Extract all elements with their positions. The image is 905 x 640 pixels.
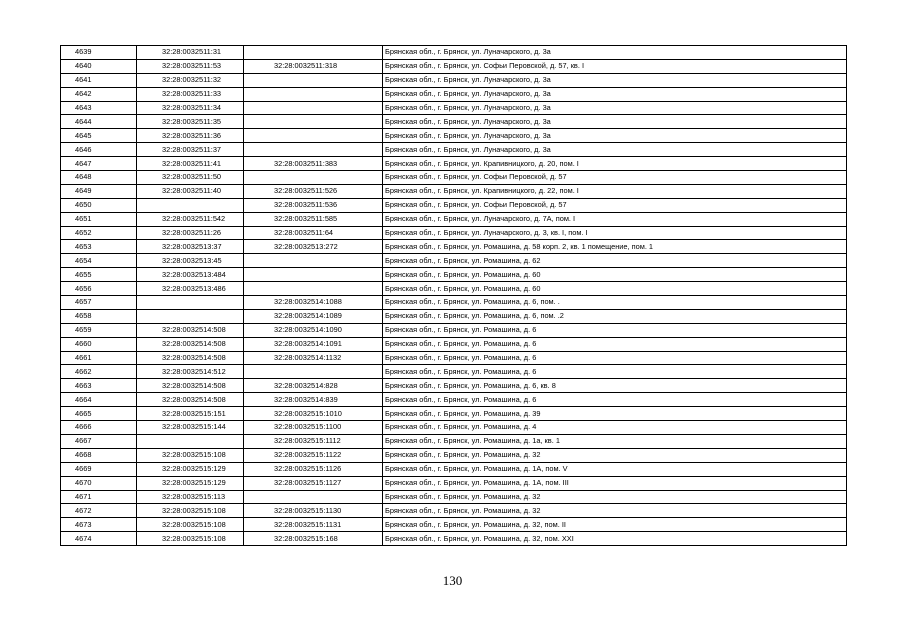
- premises-cadastral-number-cell: [244, 101, 383, 115]
- row-number-cell: 4641: [61, 73, 137, 87]
- address-cell: Брянская обл., г. Брянск, ул. Луначарского, д. 3а: [383, 73, 847, 87]
- row-number-cell: 4661: [61, 351, 137, 365]
- cadastral-number-cell: 32:28:0032511:31: [137, 46, 244, 60]
- table-row: [61, 518, 847, 532]
- cadastral-number-cell: 32:28:0032514:508: [137, 351, 244, 365]
- row-number-cell: 4674: [61, 532, 137, 546]
- table-row: [61, 143, 847, 157]
- cadastral-number-cell: 32:28:0032511:35: [137, 115, 244, 129]
- premises-cadastral-number-cell: [244, 46, 383, 60]
- address-cell: Брянская обл., г. Брянск, ул. Луначарского, д. 3а: [383, 46, 847, 60]
- table-row: [61, 434, 847, 448]
- address-cell: Брянская обл., г. Брянск, ул. Ромашина, д. 32, пом. XXI: [383, 532, 847, 546]
- table-row: [61, 476, 847, 490]
- table-row: [61, 268, 847, 282]
- row-number-cell: 4643: [61, 101, 137, 115]
- premises-cadastral-number-cell: 32:28:0032515:1010: [244, 407, 383, 421]
- row-number-cell: 4658: [61, 309, 137, 323]
- cadastral-number-cell: 32:28:0032513:486: [137, 282, 244, 296]
- table-row: [61, 282, 847, 296]
- premises-cadastral-number-cell: [244, 87, 383, 101]
- cadastral-number-cell: 32:28:0032511:50: [137, 171, 244, 185]
- row-number-cell: 4663: [61, 379, 137, 393]
- premises-cadastral-number-cell: [244, 115, 383, 129]
- address-cell: Брянская обл., г. Брянск, ул. Ромашина, д. 32: [383, 448, 847, 462]
- cadastral-number-cell: 32:28:0032511:33: [137, 87, 244, 101]
- address-cell: Брянская обл., г. Брянск, ул. Ромашина, д. 62: [383, 254, 847, 268]
- table-row: [61, 490, 847, 504]
- premises-cadastral-number-cell: 32:28:0032513:272: [244, 240, 383, 254]
- table-row: [61, 157, 847, 171]
- table-row: [61, 365, 847, 379]
- row-number-cell: 4652: [61, 226, 137, 240]
- table-row: [61, 212, 847, 226]
- address-cell: Брянская обл., г. Брянск, ул. Ромашина, д. 6, кв. 8: [383, 379, 847, 393]
- table-row: [61, 337, 847, 351]
- row-number-cell: 4649: [61, 184, 137, 198]
- row-number-cell: 4644: [61, 115, 137, 129]
- row-number-cell: 4672: [61, 504, 137, 518]
- table-row: [61, 115, 847, 129]
- premises-cadastral-number-cell: 32:28:0032514:1088: [244, 296, 383, 310]
- table-row: [61, 393, 847, 407]
- address-cell: Брянская обл., г. Брянск, ул. Ромашина, д. 6, пом. .: [383, 296, 847, 310]
- row-number-cell: 4640: [61, 59, 137, 73]
- row-number-cell: 4654: [61, 254, 137, 268]
- cadastral-number-cell: 32:28:0032511:40: [137, 184, 244, 198]
- row-number-cell: 4639: [61, 46, 137, 60]
- table-row: [61, 504, 847, 518]
- address-cell: Брянская обл., г. Брянск, ул. Ромашина, д. 1А, пом. V: [383, 462, 847, 476]
- premises-cadastral-number-cell: 32:28:0032511:64: [244, 226, 383, 240]
- address-cell: Брянская обл., г. Брянск, ул. Ромашина, д. 6: [383, 351, 847, 365]
- table-row: [61, 421, 847, 435]
- cadastral-number-cell: 32:28:0032515:113: [137, 490, 244, 504]
- premises-cadastral-number-cell: 32:28:0032515:1131: [244, 518, 383, 532]
- address-cell: Брянская обл., г. Брянск, ул. Луначарского, д. 3а: [383, 87, 847, 101]
- row-number-cell: 4653: [61, 240, 137, 254]
- address-cell: Брянская обл., г. Брянск, ул. Ромашина, д. 1А, пом. III: [383, 476, 847, 490]
- cadastral-table: [60, 45, 847, 546]
- row-number-cell: 4650: [61, 198, 137, 212]
- row-number-cell: 4647: [61, 157, 137, 171]
- address-cell: Брянская обл., г. Брянск, ул. Ромашина, д. 1а, кв. 1: [383, 434, 847, 448]
- row-number-cell: 4669: [61, 462, 137, 476]
- row-number-cell: 4655: [61, 268, 137, 282]
- row-number-cell: 4651: [61, 212, 137, 226]
- premises-cadastral-number-cell: 32:28:0032514:1091: [244, 337, 383, 351]
- address-cell: Брянская обл., г. Брянск, ул. Крапивницкого, д. 20, пом. I: [383, 157, 847, 171]
- table-row: [61, 46, 847, 60]
- premises-cadastral-number-cell: 32:28:0032514:839: [244, 393, 383, 407]
- address-cell: Брянская обл., г. Брянск, ул. Софьи Перовской, д. 57: [383, 198, 847, 212]
- table-row: [61, 309, 847, 323]
- address-cell: Брянская обл., г. Брянск, ул. Ромашина, д. 6: [383, 393, 847, 407]
- cadastral-number-cell: [137, 198, 244, 212]
- address-cell: Брянская обл., г. Брянск, ул. Ромашина, д. 32: [383, 490, 847, 504]
- premises-cadastral-number-cell: [244, 268, 383, 282]
- row-number-cell: 4659: [61, 323, 137, 337]
- row-number-cell: 4666: [61, 421, 137, 435]
- cadastral-number-cell: 32:28:0032514:512: [137, 365, 244, 379]
- cadastral-number-cell: 32:28:0032515:129: [137, 462, 244, 476]
- cadastral-number-cell: 32:28:0032511:26: [137, 226, 244, 240]
- cadastral-number-cell: 32:28:0032513:45: [137, 254, 244, 268]
- premises-cadastral-number-cell: 32:28:0032511:526: [244, 184, 383, 198]
- cadastral-number-cell: 32:28:0032515:108: [137, 504, 244, 518]
- premises-cadastral-number-cell: [244, 143, 383, 157]
- address-cell: Брянская обл., г. Брянск, ул. Ромашина, д. 6: [383, 323, 847, 337]
- premises-cadastral-number-cell: [244, 73, 383, 87]
- row-number-cell: 4656: [61, 282, 137, 296]
- premises-cadastral-number-cell: 32:28:0032511:383: [244, 157, 383, 171]
- premises-cadastral-number-cell: 32:28:0032515:1122: [244, 448, 383, 462]
- address-cell: Брянская обл., г. Брянск, ул. Ромашина, д. 39: [383, 407, 847, 421]
- row-number-cell: 4673: [61, 518, 137, 532]
- address-cell: Брянская обл., г. Брянск, ул. Софьи Перовской, д. 57, кв. I: [383, 59, 847, 73]
- table-row: [61, 171, 847, 185]
- premises-cadastral-number-cell: 32:28:0032514:1090: [244, 323, 383, 337]
- row-number-cell: 4648: [61, 171, 137, 185]
- row-number-cell: 4665: [61, 407, 137, 421]
- table-row: [61, 323, 847, 337]
- table-row: [61, 462, 847, 476]
- table-row: [61, 296, 847, 310]
- cadastral-number-cell: 32:28:0032515:144: [137, 421, 244, 435]
- row-number-cell: 4662: [61, 365, 137, 379]
- address-cell: Брянская обл., г. Брянск, ул. Луначарского, д. 3а: [383, 129, 847, 143]
- address-cell: Брянская обл., г. Брянск, ул. Ромашина, д. 60: [383, 282, 847, 296]
- cadastral-number-cell: 32:28:0032513:484: [137, 268, 244, 282]
- table-row: [61, 532, 847, 546]
- table-row: [61, 129, 847, 143]
- premises-cadastral-number-cell: 32:28:0032515:1130: [244, 504, 383, 518]
- table-row: [61, 240, 847, 254]
- cadastral-number-cell: 32:28:0032515:108: [137, 532, 244, 546]
- cadastral-number-cell: 32:28:0032514:508: [137, 393, 244, 407]
- cadastral-number-cell: [137, 296, 244, 310]
- premises-cadastral-number-cell: 32:28:0032515:1100: [244, 421, 383, 435]
- premises-cadastral-number-cell: 32:28:0032515:1127: [244, 476, 383, 490]
- address-cell: Брянская обл., г. Брянск, ул. Крапивницкого, д. 22, пом. I: [383, 184, 847, 198]
- premises-cadastral-number-cell: 32:28:0032515:168: [244, 532, 383, 546]
- premises-cadastral-number-cell: 32:28:0032511:585: [244, 212, 383, 226]
- premises-cadastral-number-cell: 32:28:0032511:536: [244, 198, 383, 212]
- cadastral-number-cell: [137, 434, 244, 448]
- cadastral-number-cell: [137, 309, 244, 323]
- cadastral-number-cell: 32:28:0032515:108: [137, 518, 244, 532]
- table-body: [61, 46, 847, 546]
- cadastral-number-cell: 32:28:0032511:41: [137, 157, 244, 171]
- premises-cadastral-number-cell: [244, 490, 383, 504]
- premises-cadastral-number-cell: [244, 254, 383, 268]
- premises-cadastral-number-cell: 32:28:0032514:828: [244, 379, 383, 393]
- row-number-cell: 4667: [61, 434, 137, 448]
- table-row: [61, 379, 847, 393]
- cadastral-number-cell: 32:28:0032511:542: [137, 212, 244, 226]
- address-cell: Брянская обл., г. Брянск, ул. Ромашина, д. 4: [383, 421, 847, 435]
- address-cell: Брянская обл., г. Брянск, ул. Ромашина, д. 32: [383, 504, 847, 518]
- cadastral-number-cell: 32:28:0032513:37: [137, 240, 244, 254]
- row-number-cell: 4657: [61, 296, 137, 310]
- premises-cadastral-number-cell: 32:28:0032515:1126: [244, 462, 383, 476]
- table-row: [61, 254, 847, 268]
- cadastral-number-cell: 32:28:0032511:53: [137, 59, 244, 73]
- address-cell: Брянская обл., г. Брянск, ул. Луначарского, д. 7А, пом. I: [383, 212, 847, 226]
- address-cell: Брянская обл., г. Брянск, ул. Луначарского, д. 3а: [383, 143, 847, 157]
- cadastral-number-cell: 32:28:0032515:151: [137, 407, 244, 421]
- cadastral-number-cell: 32:28:0032514:508: [137, 323, 244, 337]
- table-row: [61, 87, 847, 101]
- address-cell: Брянская обл., г. Брянск, ул. Ромашина, д. 6: [383, 365, 847, 379]
- table-row: [61, 59, 847, 73]
- premises-cadastral-number-cell: 32:28:0032511:318: [244, 59, 383, 73]
- premises-cadastral-number-cell: [244, 282, 383, 296]
- premises-cadastral-number-cell: [244, 129, 383, 143]
- address-cell: Брянская обл., г. Брянск, ул. Луначарского, д. 3, кв. I, пом. I: [383, 226, 847, 240]
- row-number-cell: 4664: [61, 393, 137, 407]
- cadastral-number-cell: 32:28:0032515:129: [137, 476, 244, 490]
- address-cell: Брянская обл., г. Брянск, ул. Софьи Перовской, д. 57: [383, 171, 847, 185]
- table-row: [61, 198, 847, 212]
- address-cell: Брянская обл., г. Брянск, ул. Ромашина, д. 60: [383, 268, 847, 282]
- cadastral-number-cell: 32:28:0032511:37: [137, 143, 244, 157]
- address-cell: Брянская обл., г. Брянск, ул. Ромашина, д. 6: [383, 337, 847, 351]
- table-row: [61, 226, 847, 240]
- cadastral-number-cell: 32:28:0032511:32: [137, 73, 244, 87]
- table-row: [61, 351, 847, 365]
- row-number-cell: 4670: [61, 476, 137, 490]
- address-cell: Брянская обл., г. Брянск, ул. Ромашина, д. 32, пом. II: [383, 518, 847, 532]
- address-cell: Брянская обл., г. Брянск, ул. Ромашина, д. 6, пом. .2: [383, 309, 847, 323]
- row-number-cell: 4668: [61, 448, 137, 462]
- row-number-cell: 4646: [61, 143, 137, 157]
- cadastral-number-cell: 32:28:0032514:508: [137, 379, 244, 393]
- cadastral-number-cell: 32:28:0032515:108: [137, 448, 244, 462]
- row-number-cell: 4645: [61, 129, 137, 143]
- table-row: [61, 184, 847, 198]
- premises-cadastral-number-cell: 32:28:0032514:1089: [244, 309, 383, 323]
- table-row: [61, 407, 847, 421]
- row-number-cell: 4671: [61, 490, 137, 504]
- table-row: [61, 448, 847, 462]
- premises-cadastral-number-cell: 32:28:0032514:1132: [244, 351, 383, 365]
- premises-cadastral-number-cell: 32:28:0032515:1112: [244, 434, 383, 448]
- address-cell: Брянская обл., г. Брянск, ул. Луначарского, д. 3а: [383, 115, 847, 129]
- address-cell: Брянская обл., г. Брянск, ул. Луначарского, д. 3а: [383, 101, 847, 115]
- address-cell: Брянская обл., г. Брянск, ул. Ромашина, д. 58 корп. 2, кв. 1 помещение, пом. 1: [383, 240, 847, 254]
- premises-cadastral-number-cell: [244, 171, 383, 185]
- row-number-cell: 4660: [61, 337, 137, 351]
- cadastral-number-cell: 32:28:0032514:508: [137, 337, 244, 351]
- cadastral-number-cell: 32:28:0032511:34: [137, 101, 244, 115]
- table-row: [61, 73, 847, 87]
- premises-cadastral-number-cell: [244, 365, 383, 379]
- row-number-cell: 4642: [61, 87, 137, 101]
- page-number: 130: [442, 573, 463, 588]
- cadastral-number-cell: 32:28:0032511:36: [137, 129, 244, 143]
- table-row: [61, 101, 847, 115]
